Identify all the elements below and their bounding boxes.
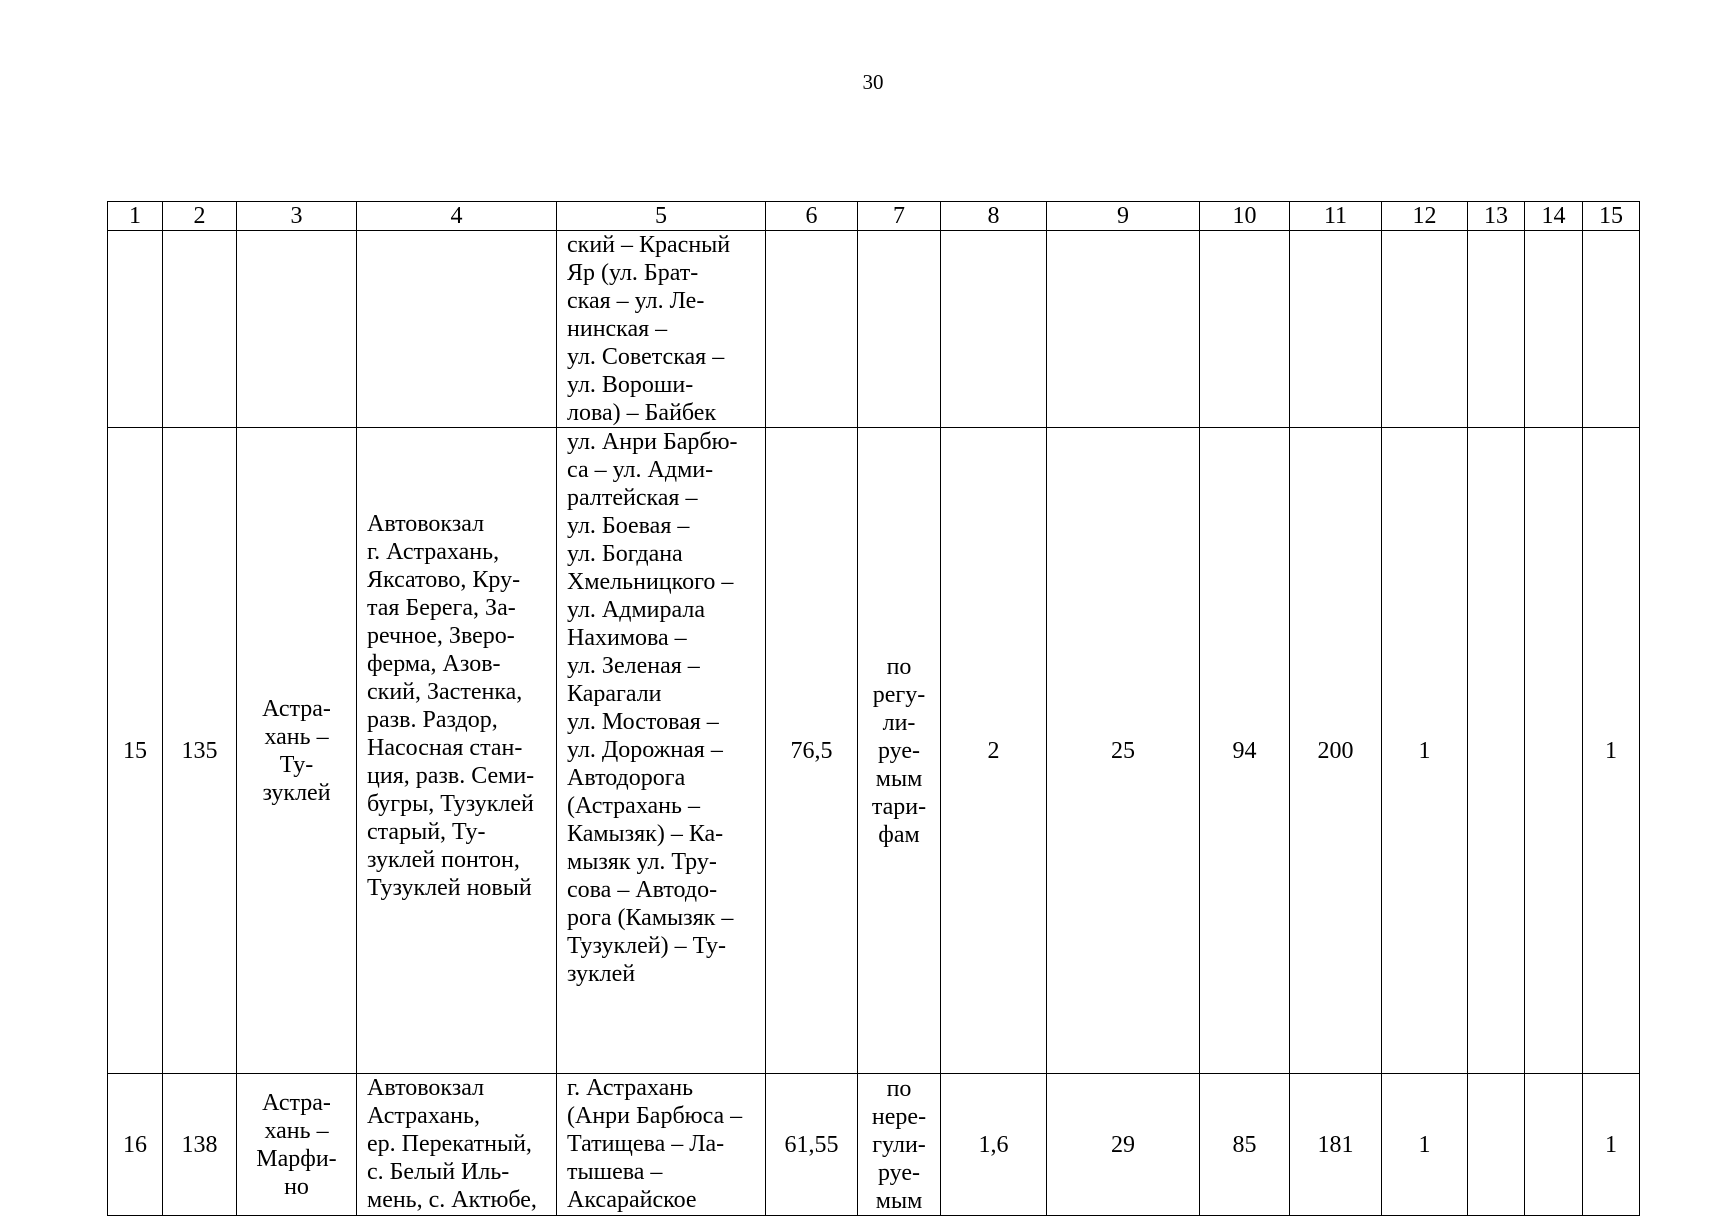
table-cell-14: [1525, 428, 1583, 1074]
table-cell: [357, 231, 557, 428]
table-cell-12: 1: [1382, 1074, 1468, 1216]
table-row-15: [108, 428, 1640, 1074]
table-cell: [766, 231, 858, 428]
table-cell: [108, 231, 163, 428]
table-cell-15: 1: [1583, 1074, 1640, 1216]
table-cell: [163, 231, 237, 428]
row-number-cell: 16: [108, 1074, 163, 1216]
table-cell-10: 94: [1200, 428, 1290, 1074]
stops-list-cell: Автовокзал Астрахань, ер. Перекатный, с. Белый Иль- мень, с. Актюбе,: [357, 1074, 557, 1216]
route-number-cell: 135: [163, 428, 237, 1074]
column-header-11: 11: [1290, 202, 1382, 231]
table-cell: [1047, 231, 1200, 428]
column-header-13: 13: [1468, 202, 1525, 231]
table-cell: [1583, 231, 1640, 428]
column-header-15: 15: [1583, 202, 1640, 231]
table-cell-11: 181: [1290, 1074, 1382, 1216]
length-cell: 76,5: [766, 428, 858, 1074]
tariff-type-cell: по регу- ли- руе- мым тари- фам: [858, 428, 941, 1074]
table-cell-9: 25: [1047, 428, 1200, 1074]
column-header-4: 4: [357, 202, 557, 231]
header-row: [108, 202, 1640, 231]
column-header-6: 6: [766, 202, 858, 231]
route-path-cell: ул. Анри Барбю- са – ул. Адми- ралтейская – ул. Боевая – ул. Богдана Хмельницкого – ул. Адмирала Нахимова – ул. Зеленая – Карагали ул. Мостовая – ул. Дорожная – Автодорога (Астрахань – Камызяк) – Ка- мызяк ул. Тру- сова – Автодо- рога (Камызяк – Тузуклей) – Ту- зуклей: [557, 428, 766, 1074]
table-cell-8: 1,6: [941, 1074, 1047, 1216]
length-cell: 61,55: [766, 1074, 858, 1216]
table-cell-15: 1: [1583, 428, 1640, 1074]
column-header-12: 12: [1382, 202, 1468, 231]
table-cell-10: 85: [1200, 1074, 1290, 1216]
table-cell-12: 1: [1382, 428, 1468, 1074]
table-cell-8: 2: [941, 428, 1047, 1074]
table-cell-13: [1468, 428, 1525, 1074]
table-cell: [1382, 231, 1468, 428]
tariff-type-cell: по нере- гули- руе- мым: [858, 1074, 941, 1216]
column-header-14: 14: [1525, 202, 1583, 231]
table-cell: [1290, 231, 1382, 428]
stops-list-cell: Автовокзал г. Астрахань, Яксатово, Кру- тая Берега, За- речное, Зверо- ферма, Азов- ский, Застенка, разв. Раздор, Насосная стан- ция, разв. Семи- бугры, Тузуклей старый, Ту- зуклей понтон, Тузуклей новый: [357, 428, 557, 1074]
route-number-cell: 138: [163, 1074, 237, 1216]
table-cell-14: [1525, 1074, 1583, 1216]
route-path-cell: ский – Красный Яр (ул. Брат- ская – ул. Ле- нинская – ул. Советская – ул. Вороши- лова) – Байбек: [557, 231, 766, 428]
column-header-8: 8: [941, 202, 1047, 231]
table-cell: [858, 231, 941, 428]
column-header-9: 9: [1047, 202, 1200, 231]
table-cell: [941, 231, 1047, 428]
route-path-cell: г. Астрахань (Анри Барбюса – Татищева – Ла- тышева – Аксарайское: [557, 1074, 766, 1216]
table-cell-11: 200: [1290, 428, 1382, 1074]
table-cell: [1468, 231, 1525, 428]
route-name-cell: Астра- хань – Ту- зуклей: [237, 428, 357, 1074]
column-header-1: 1: [108, 202, 163, 231]
column-header-10: 10: [1200, 202, 1290, 231]
table-row-16: [108, 1074, 1640, 1216]
route-table: [107, 201, 1640, 1216]
row-number-cell: 15: [108, 428, 163, 1074]
table-cell: [1200, 231, 1290, 428]
table-cell-9: 29: [1047, 1074, 1200, 1216]
column-header-5: 5: [557, 202, 766, 231]
table-cell-13: [1468, 1074, 1525, 1216]
table-cell: [1525, 231, 1583, 428]
table-row-continuation: [108, 231, 1640, 428]
column-header-7: 7: [858, 202, 941, 231]
column-header-2: 2: [163, 202, 237, 231]
page-number: 30: [862, 70, 884, 94]
route-name-cell: Астра- хань – Марфи- но: [237, 1074, 357, 1216]
table-cell: [237, 231, 357, 428]
column-header-3: 3: [237, 202, 357, 231]
